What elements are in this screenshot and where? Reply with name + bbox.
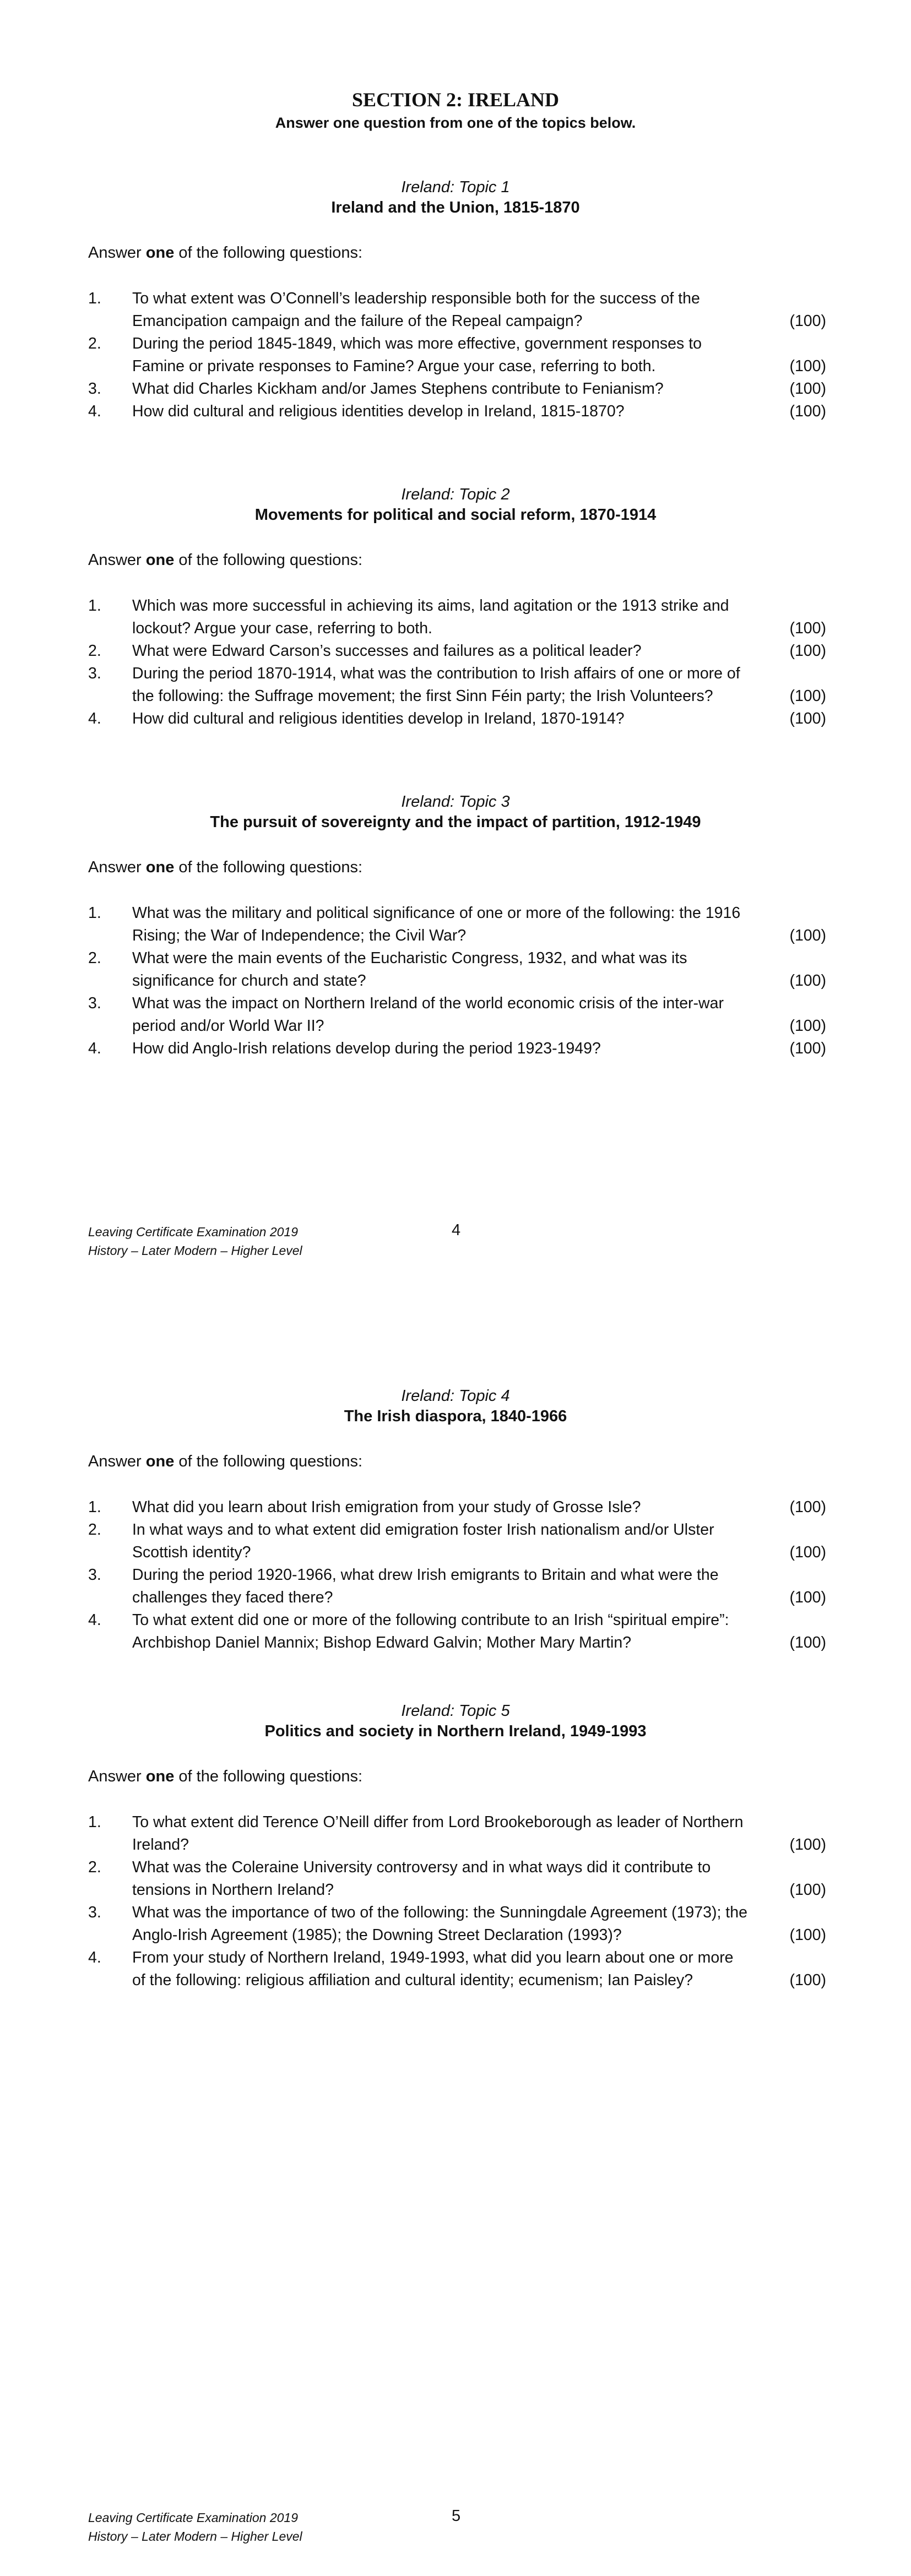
question-number: 4. [88, 403, 101, 420]
question-item [88, 1811, 826, 1856]
question-number: 1. [88, 1813, 101, 1831]
exam-page-5 [0, 1288, 911, 2576]
question-marks: (100) [789, 927, 826, 944]
answer-suffix: of the following questions: [178, 244, 363, 262]
question-number: 3. [88, 665, 101, 682]
question-item [88, 378, 826, 400]
question-number: 1. [88, 597, 101, 615]
question-text: What was the importance of two of the following: the Sunningdale Agreement (1973); the Anglo-Irish Agreement (1985); the Downing Street Declaration (1993)? [132, 1904, 747, 1944]
question-text: What did you learn about Irish emigration from your study of Grosse Isle? [132, 1498, 641, 1516]
question-item [88, 992, 826, 1037]
footer [88, 1222, 302, 1260]
answer-emphasis: one [145, 551, 175, 569]
question-marks: (100) [789, 619, 826, 637]
answer-prefix: Answer [88, 1453, 142, 1470]
topic-title: Politics and society in Northern Ireland, 1949-1993 [264, 1722, 647, 1740]
question-marks: (100) [789, 1498, 826, 1516]
question-item [88, 1564, 826, 1609]
answer-emphasis: one [145, 1453, 175, 1470]
question-text: How did cultural and religious identities develop in Ireland, 1815-1870? [132, 403, 625, 420]
question-marks: (100) [789, 1017, 826, 1035]
question-marks: (100) [789, 1634, 826, 1651]
question-item [88, 595, 826, 640]
question-text: During the period 1920-1966, what drew Irish emigrants to Britain and what were the challenges they faced there? [132, 1566, 719, 1606]
answer-emphasis: one [145, 244, 175, 262]
question-marks: (100) [789, 1926, 826, 1944]
question-number: 1. [88, 904, 101, 922]
question-marks: (100) [789, 687, 826, 705]
question-item [88, 708, 826, 730]
answer-instruction [88, 550, 826, 570]
question-marks: (100) [789, 403, 826, 420]
answer-instruction [88, 857, 826, 878]
question-number: 4. [88, 1040, 101, 1057]
page-number: 4 [452, 1221, 461, 1239]
question-marks: (100) [789, 642, 826, 660]
topic-label: Ireland: Topic 2 [401, 486, 510, 503]
question-list [88, 1811, 826, 1992]
footer-exam-title: Leaving Certificate Examination 2019 [88, 1225, 299, 1239]
question-item [88, 947, 826, 992]
question-number: 3. [88, 380, 101, 398]
question-number: 1. [88, 290, 101, 307]
footer-subject: History – Later Modern – Higher Level [88, 1243, 302, 1258]
question-number: 3. [88, 1566, 101, 1584]
question-item [88, 1947, 826, 1992]
question-text: What was the impact on Northern Ireland of the world economic crisis of the inter-war period and/or World War II? [132, 994, 724, 1035]
question-list [88, 595, 826, 730]
question-text: To what extent did one or more of the following contribute to an Irish “spiritual empire”: Archbishop Daniel Mannix; Bishop Edward Galvin; Mother Mary Martin? [132, 1611, 729, 1651]
answer-prefix: Answer [88, 244, 142, 262]
question-item [88, 902, 826, 947]
question-item [88, 1609, 826, 1654]
topic-2 [88, 485, 826, 730]
topic-title: Ireland and the Union, 1815-1870 [331, 199, 580, 216]
page-number: 5 [452, 2507, 461, 2525]
section-instruction: Answer one question from one of the topics below. [275, 115, 636, 131]
question-text: How did Anglo-Irish relations develop during the period 1923-1949? [132, 1040, 601, 1057]
question-text: What did Charles Kickham and/or James Stephens contribute to Fenianism? [132, 380, 664, 398]
question-item [88, 400, 826, 423]
topic-title: The pursuit of sovereignty and the impact of partition, 1912-1949 [210, 813, 701, 831]
topic-label: Ireland: Topic 3 [401, 793, 510, 811]
question-marks: (100) [789, 1544, 826, 1561]
topic-title: Movements for political and social reform, 1870-1914 [254, 506, 657, 524]
answer-prefix: Answer [88, 858, 142, 876]
question-text: From your study of Northern Ireland, 1949-1993, what did you learn about one or more of the following: religious affiliation and cultural identity; ecumenism; Ian Paisley? [132, 1949, 734, 1989]
question-number: 2. [88, 642, 101, 660]
question-item [88, 662, 826, 708]
topic-4 [88, 1386, 826, 1654]
question-marks: (100) [789, 312, 826, 330]
topic-title: The Irish diaspora, 1840-1966 [344, 1407, 567, 1425]
question-number: 2. [88, 1858, 101, 1876]
question-number: 4. [88, 1611, 101, 1629]
question-number: 4. [88, 710, 101, 727]
question-marks: (100) [789, 357, 826, 375]
answer-instruction [88, 1766, 826, 1787]
question-text: What was the Coleraine University controversy and in what ways did it contribute to tensions in Northern Ireland? [132, 1858, 711, 1899]
question-number: 2. [88, 335, 101, 352]
question-number: 3. [88, 1904, 101, 1921]
question-item [88, 1519, 826, 1564]
question-text: What were Edward Carson’s successes and failures as a political leader? [132, 642, 642, 660]
answer-prefix: Answer [88, 551, 142, 569]
section-heading: SECTION 2: IRELAND [351, 89, 560, 111]
question-item [88, 1496, 826, 1519]
question-item [88, 287, 826, 333]
topic-3 [88, 792, 826, 1060]
question-text: In what ways and to what extent did emigration foster Irish nationalism and/or Ulster Scottish identity? [132, 1521, 714, 1561]
question-marks: (100) [789, 1881, 826, 1899]
question-text: Which was more successful in achieving its aims, land agitation or the 1913 strike and lockout? Argue your case, referring to both. [132, 597, 729, 637]
question-text: How did cultural and religious identities develop in Ireland, 1870-1914? [132, 710, 625, 727]
question-item [88, 1856, 826, 1901]
question-marks: (100) [789, 710, 826, 727]
question-number: 2. [88, 949, 101, 967]
answer-suffix: of the following questions: [178, 551, 363, 569]
answer-instruction [88, 242, 826, 263]
answer-emphasis: one [145, 1768, 175, 1785]
topic-label: Ireland: Topic 4 [401, 1387, 510, 1405]
answer-suffix: of the following questions: [178, 1768, 363, 1785]
question-marks: (100) [789, 1971, 826, 1989]
question-item [88, 333, 826, 378]
answer-emphasis: one [145, 858, 175, 876]
question-marks: (100) [789, 1040, 826, 1057]
question-list [88, 902, 826, 1060]
question-item [88, 1901, 826, 1947]
topic-5 [88, 1701, 826, 1992]
question-text: To what extent was O’Connell’s leadership responsible both for the success of the Emancipation campaign and the failure of the Repeal campaign? [132, 290, 700, 330]
answer-suffix: of the following questions: [178, 858, 363, 876]
question-text: During the period 1870-1914, what was the contribution to Irish affairs of one or more of the following: the Suffrage movement; the first Sinn Féin party; the Irish Volunteers? [132, 665, 740, 705]
question-item [88, 1037, 826, 1060]
question-marks: (100) [789, 1589, 826, 1606]
topic-1 [88, 177, 826, 423]
question-text: To what extent did Terence O’Neill differ from Lord Brookeborough as leader of Northern Ireland? [132, 1813, 744, 1854]
question-item [88, 640, 826, 662]
question-text: During the period 1845-1849, which was more effective, government responses to Famine or private responses to Famine? Argue your case, referring to both. [132, 335, 702, 375]
topic-label: Ireland: Topic 5 [401, 1702, 510, 1720]
footer [88, 2508, 302, 2546]
topic-label: Ireland: Topic 1 [401, 178, 510, 196]
question-list [88, 1496, 826, 1654]
question-number: 4. [88, 1949, 101, 1966]
question-number: 3. [88, 994, 101, 1012]
question-number: 1. [88, 1498, 101, 1516]
question-text: What were the main events of the Eucharistic Congress, 1932, and what was its significance for church and state? [132, 949, 687, 990]
answer-prefix: Answer [88, 1768, 142, 1785]
question-marks: (100) [789, 1836, 826, 1854]
footer-subject: History – Later Modern – Higher Level [88, 2529, 302, 2544]
question-text: What was the military and political significance of one or more of the following: the 1916 Rising; the War of Independence; the Civil War? [132, 904, 741, 944]
question-marks: (100) [789, 380, 826, 398]
question-list [88, 287, 826, 423]
question-marks: (100) [789, 972, 826, 990]
answer-instruction [88, 1451, 826, 1472]
footer-exam-title: Leaving Certificate Examination 2019 [88, 2510, 299, 2525]
answer-suffix: of the following questions: [178, 1453, 363, 1470]
question-number: 2. [88, 1521, 101, 1539]
